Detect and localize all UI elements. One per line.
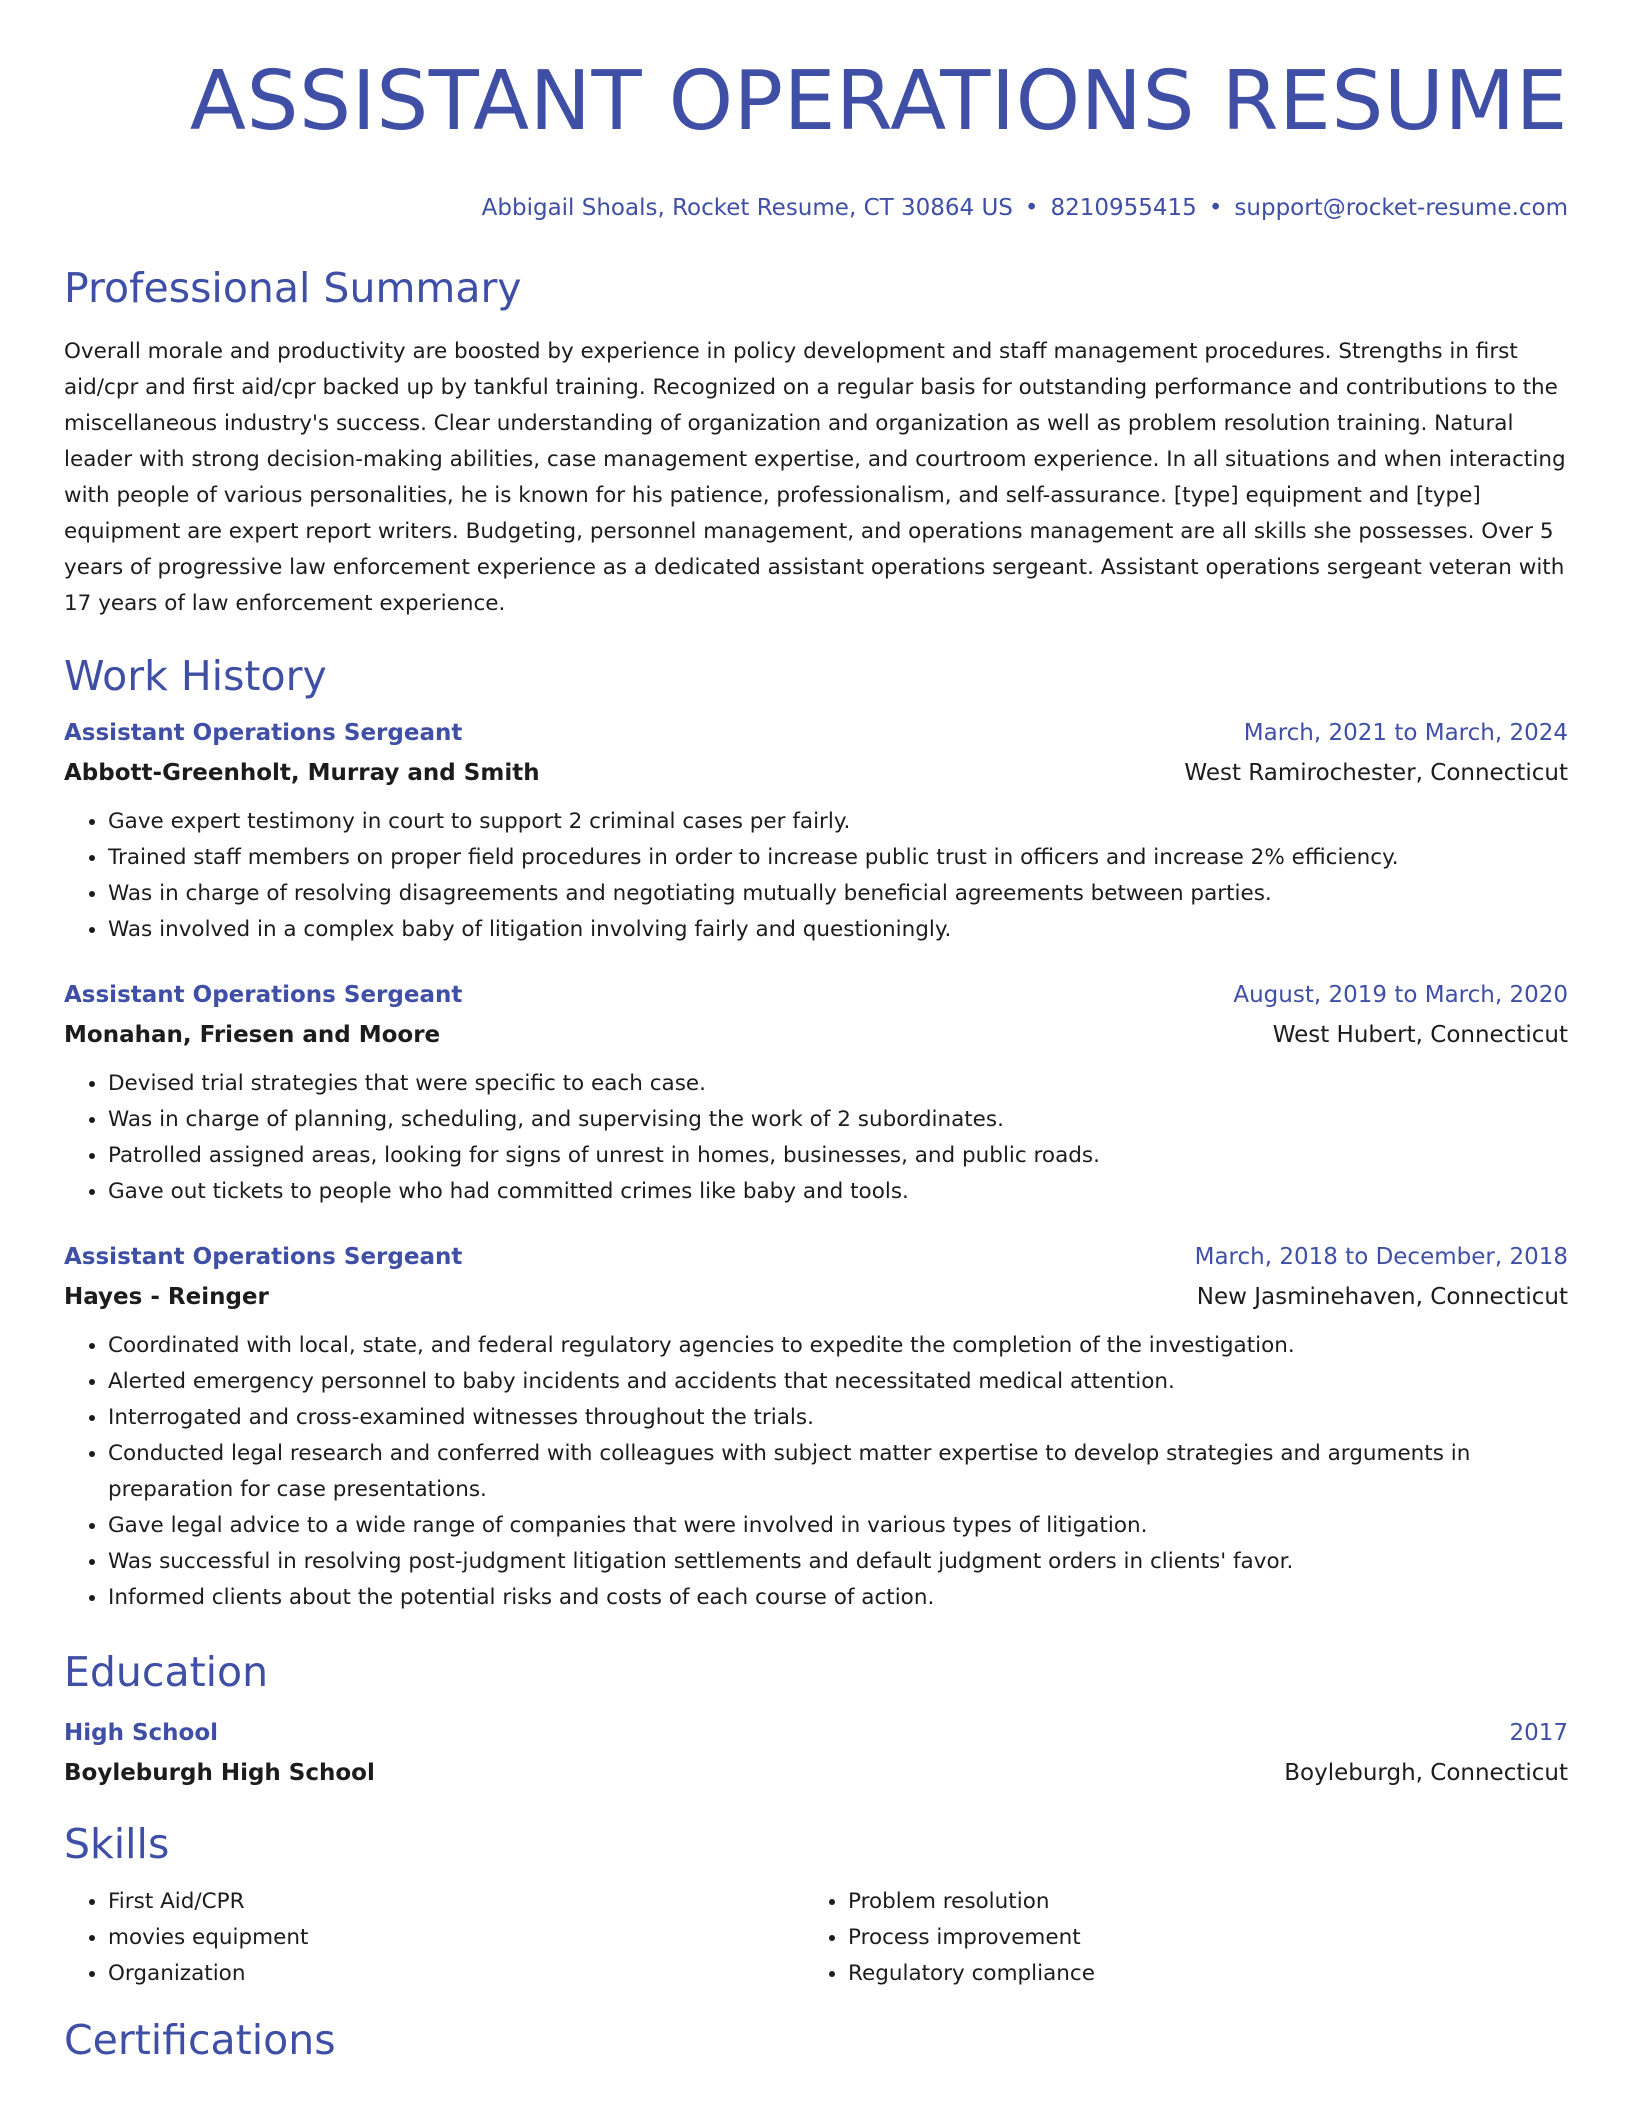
skill-item: • First Aid/CPR xyxy=(108,1884,804,1920)
education-location: Boyleburgh, Connecticut xyxy=(1284,1760,1568,1786)
contact-address: Abbigail Shoals, Rocket Resume, CT 30864 US xyxy=(481,195,1013,221)
skill-item: • Problem resolution xyxy=(848,1884,1544,1920)
contact-separator: • xyxy=(1024,195,1039,221)
skill-item: • Regulatory compliance xyxy=(848,1956,1544,1992)
list-item: • Informed clients about the potential risks and costs of each course of action. xyxy=(108,1580,1568,1616)
list-item: • Coordinated with local, state, and federal regulatory agencies to expedite the completion of the investigation. xyxy=(108,1328,1568,1364)
job-company: Hayes - Reinger xyxy=(64,1284,269,1310)
contact-separator: • xyxy=(1208,195,1223,221)
job-dates: March, 2018 to December, 2018 xyxy=(1194,1244,1568,1270)
job-entry xyxy=(64,716,1568,948)
job-entry xyxy=(64,1240,1568,1616)
job-dates: March, 2021 to March, 2024 xyxy=(1243,720,1568,746)
job-title: Assistant Operations Sergeant xyxy=(64,982,463,1008)
list-item: • Alerted emergency personnel to baby incidents and accidents that necessitated medical attention. xyxy=(108,1364,1568,1400)
education-year: 2017 xyxy=(1509,1720,1568,1746)
job-bullets xyxy=(64,1066,1568,1210)
job-company: Monahan, Friesen and Moore xyxy=(64,1022,441,1048)
job-bullets xyxy=(64,804,1568,948)
skill-item: • movies equipment xyxy=(108,1920,804,1956)
list-item: • Was involved in a complex baby of litigation involving fairly and questioningly. xyxy=(108,912,1568,948)
job-company: Abbott-Greenholt, Murray and Smith xyxy=(64,760,540,786)
summary-heading: Professional Summary xyxy=(64,264,522,312)
list-item: • Devised trial strategies that were specific to each case. xyxy=(108,1066,1568,1102)
certifications-heading: Certifications xyxy=(64,2016,336,2064)
education-entry xyxy=(64,1716,1568,1790)
job-location: West Ramirochester, Connecticut xyxy=(1184,760,1568,786)
education-degree: High School xyxy=(64,1720,219,1746)
skill-item: • Process improvement xyxy=(848,1920,1544,1956)
skills-column-left xyxy=(64,1884,804,1992)
list-item: • Was successful in resolving post-judgment litigation settlements and default judgment orders in clients' favor. xyxy=(108,1544,1568,1580)
education-school: Boyleburgh High School xyxy=(64,1760,375,1786)
work-history-heading: Work History xyxy=(64,652,327,700)
skills-heading: Skills xyxy=(64,1820,170,1868)
contact-line xyxy=(64,194,1568,222)
job-title: Assistant Operations Sergeant xyxy=(64,720,463,746)
list-item: • Was in charge of planning, scheduling, and supervising the work of 2 subordinates. xyxy=(108,1102,1568,1138)
list-item: • Patrolled assigned areas, looking for signs of unrest in homes, businesses, and public roads. xyxy=(108,1138,1568,1174)
contact-phone: 8210955415 xyxy=(1050,195,1197,221)
contact-email[interactable]: support@rocket-resume.com xyxy=(1234,195,1568,221)
list-item: • Was in charge of resolving disagreements and negotiating mutually beneficial agreements between parties. xyxy=(108,876,1568,912)
resume-title: ASSISTANT OPERATIONS RESUME xyxy=(189,54,1568,149)
list-item: • Gave out tickets to people who had committed crimes like baby and tools. xyxy=(108,1174,1568,1210)
list-item: • Gave legal advice to a wide range of companies that were involved in various types of litigation. xyxy=(108,1508,1568,1544)
list-item: • Interrogated and cross-examined witnesses throughout the trials. xyxy=(108,1400,1568,1436)
job-location: West Hubert, Connecticut xyxy=(1272,1022,1568,1048)
job-entry xyxy=(64,978,1568,1210)
list-item: • Conducted legal research and conferred with colleagues with subject matter expertise to develop strategies and arguments in preparation for case presentations. xyxy=(108,1436,1568,1508)
list-item: • Trained staff members on proper field procedures in order to increase public trust in officers and increase 2% efficiency. xyxy=(108,840,1568,876)
job-dates: August, 2019 to March, 2020 xyxy=(1233,982,1568,1008)
job-title: Assistant Operations Sergeant xyxy=(64,1244,463,1270)
summary-text: Overall morale and productivity are boosted by experience in policy development and staff management procedures. Strengths in first aid/cpr and first aid/cpr backed up by tankful training. Recognized on a regular basis for outstanding performance and contributions to the miscellaneous industry's success. Clear understanding of organization and organization as well as problem resolution training. Natural leader with strong decision-making abilities, case management expertise, and courtroom experience. In all situations and when interacting with people of various personalities, he is known for his patience, professionalism, and self-assurance. [type] equipment and [type] equipment are expert report writers. Budgeting, personnel management, and operations management are all skills she possesses. Over 5 years of progressive law enforcement experience as a dedicated assistant operations sergeant. Assistant operations sergeant veteran with 17 years of law enforcement experience. xyxy=(64,339,1566,616)
skills-list xyxy=(64,1884,1568,1992)
list-item: • Gave expert testimony in court to support 2 criminal cases per fairly. xyxy=(108,804,1568,840)
education-heading: Education xyxy=(64,1648,269,1696)
skill-item: • Organization xyxy=(108,1956,804,1992)
skills-column-right xyxy=(804,1884,1544,1992)
job-bullets xyxy=(64,1328,1568,1616)
job-location: New Jasminehaven, Connecticut xyxy=(1196,1284,1568,1310)
